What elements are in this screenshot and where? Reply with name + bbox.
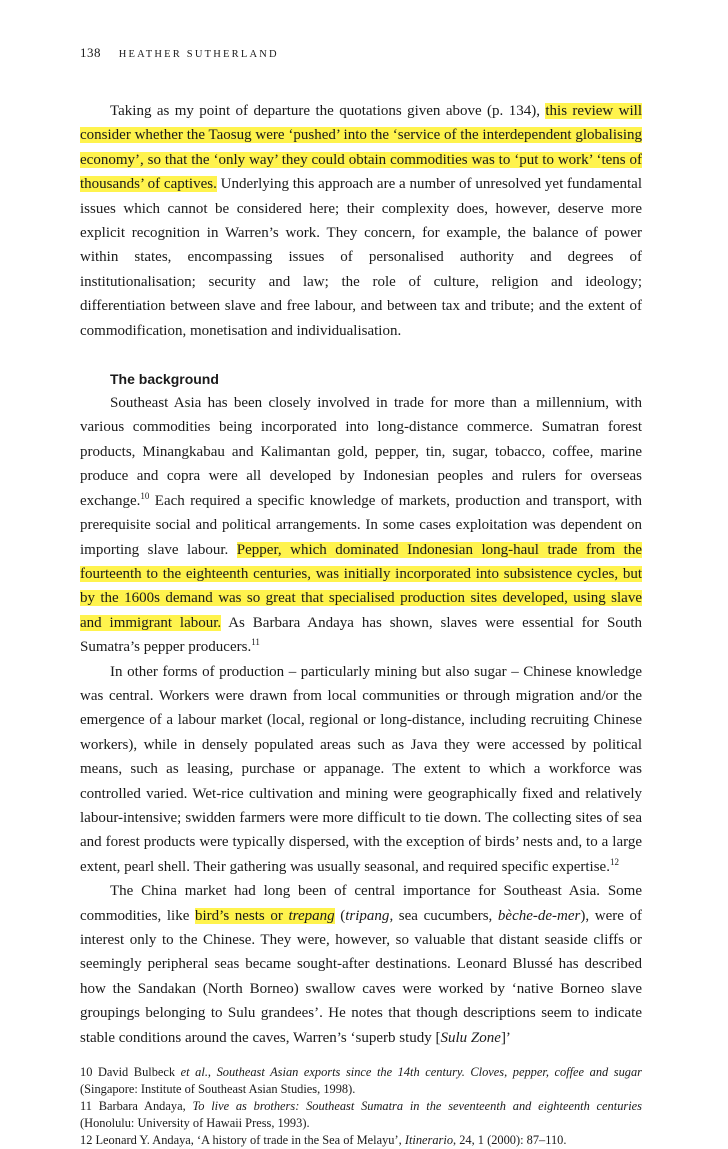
footnote-text: 10 David Bulbeck (80, 1065, 181, 1080)
paragraph-text: As Barbara Andaya has shown, slaves were essential for South Sumatra’s pepper producers. (80, 614, 643, 656)
footnote-text: 12 Leonard Y. Andaya, ‘A history of trade in the Sea of Melayu’, (80, 1133, 405, 1148)
italic-term: Sulu Zone (440, 1029, 501, 1046)
footnote-italic: et al. (180, 1065, 208, 1080)
italic-term: tripang (345, 907, 390, 924)
footnote-text: , (207, 1065, 217, 1080)
footnote-text: (Honolulu: University of Hawaii Press, 1993). (80, 1116, 310, 1131)
running-head-author: HEATHER SUTHERLAND (118, 49, 279, 60)
page-number: 138 (80, 45, 101, 60)
highlight-italic: trepang (288, 907, 335, 924)
highlight-3[interactable] (195, 908, 335, 924)
footnote-italic: Southeast Asian exports since the 14th century. Cloves, pepper, coffee and sugar (216, 1065, 642, 1080)
paragraph-text: Underlying this approach are a number of unresolved yet fundamental issues which cannot be considered here; their complexity does, however, deserve more explicit recognition in Warren’s work. They concern, for example, the balance of power within states, encompassing issues of personalised authority and degrees of institutionalisation; security and law; the role of culture, religion and ideology; differentiation between slave and free labour, and between tax and tribute; and the extent of commodification, monetisation and individualisation. (80, 176, 642, 339)
paragraph-text: , sea cucumbers, (389, 907, 498, 924)
footnote-11 (80, 1098, 642, 1132)
section-heading: The background (110, 371, 219, 388)
italic-term: bèche-de-mer (497, 907, 581, 924)
paragraph-text: Southeast Asia has been closely involved in trade for more than a millennium, with various commodities being incorporated into long-distance commerce. Sumatran forest products, Minangkabau and Kalimantan gold, pepper, tin, sugar, tobacco, coffee, marine produce and copra were all developed by Indonesian peoples and rulers for overseas exchange. (80, 395, 642, 509)
highlight-text: bird’s nests or (194, 907, 289, 924)
paragraph-text: ), were of interest only to the Chinese. They were, however, so valuable that distant seaside cliffs or seemingly peripheral seas became sought-after destinations. Leonard Blussé has described how the Sandakan (North Borneo) swallow caves were worked by ‘native Borneo slave groupings belonging to Sulu grandees’. He notes that though descriptions seem to indicate stable conditions around the caves, Warren’s ‘superb study [ (80, 907, 642, 1046)
paragraph-text: Taking as my point of departure the quotations given above (p. 134), (110, 103, 546, 119)
paragraph-3 (80, 660, 642, 880)
page (80, 45, 642, 1149)
running-head (80, 45, 642, 61)
body-text (80, 99, 642, 1050)
footnote-12 (80, 1132, 642, 1149)
footnote-text: 11 Barbara Andaya, (80, 1099, 193, 1114)
footnote-ref-11[interactable]: 11 (251, 637, 260, 648)
footnote-ref-10[interactable]: 10 (140, 490, 150, 501)
footnote-text: (Singapore: Institute of Southeast Asian Studies, 1998). (80, 1082, 356, 1097)
paragraph-2 (80, 391, 642, 659)
highlight-1[interactable]: this review will consider whether the Taosug were ‘pushed’ into the ‘service of the interdependent globalising economy’, so that the ‘only way’ they could obtain commodities was to ‘put to work’ ‘tens of thousands’ of captives. (80, 103, 642, 193)
paragraph-text: Each required a specific knowledge of markets, production and transport, with prerequisite social and political arrangements. In some cases exploitation was dependent on importing slave labour. (80, 492, 642, 558)
highlight-2[interactable]: Pepper, which dominated Indonesian long-haul trade from the fourteenth to the eighteenth centuries, was initially incorporated into subsistence cycles, but by the 1600s demand was so great that specialised production sites developed, using slave and immigrant labour. (80, 541, 642, 631)
footnote-text: , 24, 1 (2000): 87–110. (453, 1133, 567, 1148)
paragraph-text: The China market had long been of central importance for Southeast Asia. Some commodities, like (80, 883, 642, 924)
paragraph-1 (80, 99, 642, 343)
footnote-10 (80, 1064, 642, 1098)
footnotes (80, 1064, 642, 1149)
footnote-ref-12[interactable]: 12 (609, 856, 619, 867)
footnote-italic: Itinerario (404, 1133, 454, 1148)
paragraph-text: ]’ (500, 1029, 511, 1046)
paragraph-4 (80, 879, 642, 1050)
footnote-italic: To live as brothers: Southeast Sumatra in the seventeenth and eighteenth centuries (192, 1099, 642, 1114)
paragraph-text: In other forms of production – particularly mining but also sugar – Chinese knowledge was central. Workers were drawn from local communities or through migration and/or the emergence of a labour market (local, regional or long-distance, including recruiting Chinese workers), while in densely populated areas such as Java they were accessed by political means, such as leasing, purchase or appanage. The extent to which a workforce was controlled varied. Wet-rice cultivation and mining were geographically fixed and relatively labour-intensive; swidden farmers were more difficult to tie down. The collecting sites of sea and forest products were typically dispersed, with the exception of birds’ nests and, to a large extent, pearl shell. Their gathering was usually seasonal, and required specific expertise. (80, 663, 642, 875)
paragraph-text: ( (334, 907, 346, 924)
